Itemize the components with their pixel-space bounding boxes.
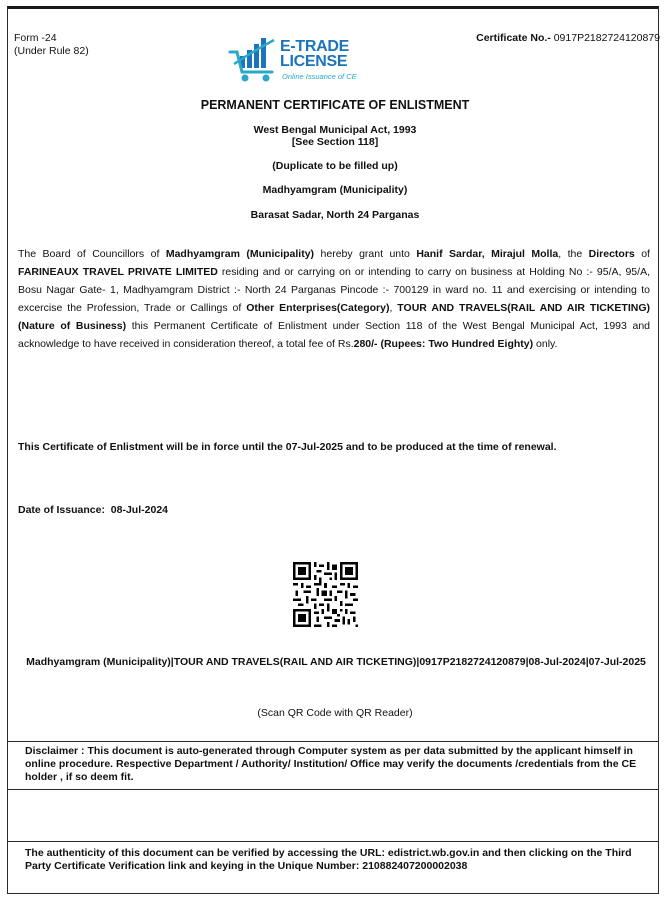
logo-line-1: E-TRADE bbox=[280, 38, 350, 55]
body-text-6: , bbox=[389, 302, 398, 314]
cert-no-value: 0917P2182724120879 bbox=[553, 32, 660, 44]
logo-tagline: Online Issuance of CE bbox=[282, 72, 357, 81]
form-number bbox=[14, 32, 89, 58]
body-role: Directors bbox=[588, 248, 635, 260]
form-no-text: Form -24 bbox=[14, 32, 57, 44]
blank-section bbox=[7, 789, 659, 841]
body-fee: 280/- (Rupees: Two Hundred Eighty) bbox=[353, 338, 534, 350]
duplicate-note: (Duplicate to be filled up) bbox=[272, 160, 398, 172]
etrade-license-logo bbox=[228, 34, 368, 86]
municipality-name: Madhyamgram (Municipality) bbox=[262, 184, 408, 196]
body-nature: TOUR AND TRAVELS(RAIL AND AIR TICKETING)(Nature of Business) bbox=[18, 302, 650, 332]
act-section: [See Section 118] bbox=[291, 136, 379, 148]
act-name: West Bengal Municipal Act, 1993 bbox=[253, 124, 417, 136]
body-company: FARINEAUX TRAVEL PRIVATE LIMITED bbox=[18, 266, 218, 278]
rule-text: (Under Rule 82) bbox=[14, 45, 89, 57]
certificate-body bbox=[18, 245, 650, 353]
issuance-value: 08-Jul-2024 bbox=[110, 504, 168, 516]
body-text-5: residing and or carrying on or intending to carry on business at Holding No :- 95/A, 95/A, Bosu Nagar Gate- 1, Madhyamgram District :- North 24 Parganas Pincode :- 700129 in ward no. 11 and exercising or intending to excercise the Profession, Trade or Callings of bbox=[18, 266, 650, 314]
body-text-8: only. bbox=[533, 338, 558, 350]
body-category: Other Enterprises(Category) bbox=[246, 302, 390, 314]
body-text-3: , the bbox=[558, 248, 589, 260]
body-text-7: this Permanent Certificate of Enlistment under Section 118 of the West Bengal Municipal Act, 1993 and acknowledge to have received in consideration thereof, a total fee of Rs. bbox=[18, 320, 650, 350]
body-text-4: of bbox=[634, 248, 650, 260]
cert-no-label: Certificate No.- bbox=[476, 32, 551, 44]
body-text-2: hereby grant unto bbox=[314, 248, 417, 260]
cart-chart-icon bbox=[228, 34, 280, 84]
qr-scan-note: (Scan QR Code with QR Reader) bbox=[257, 707, 413, 719]
authenticity-note: The authenticity of this document can be verified by accessing the URL: edistrict.wb.gov.in and then clicking on the Third Party Certificate Verification link and keying in the Unique Number: 210882407200002038 bbox=[7, 841, 659, 894]
issuance-date bbox=[18, 504, 168, 516]
issuance-label: Date of Issuance: bbox=[18, 504, 105, 516]
body-holders: Hanif Sardar, Mirajul Molla bbox=[416, 248, 559, 260]
body-text-1: The Board of Councillors of bbox=[18, 248, 166, 260]
act-reference bbox=[0, 124, 670, 148]
disclaimer-box: Disclaimer : This document is auto-generated through Computer system as per data submitted by the applicant himself in online procedure. Respective Department / Authority/ Institution/ Office may verify the documents /credentials from the CE holder , if so deem fit. bbox=[7, 741, 659, 789]
district-name: Barasat Sadar, North 24 Parganas bbox=[250, 209, 420, 221]
body-municipality: Madhyamgram (Municipality) bbox=[165, 248, 315, 260]
validity-statement: This Certificate of Enlistment will be in force until the 07-Jul-2025 and to be produced at the time of renewal. bbox=[18, 441, 557, 453]
qr-code bbox=[293, 562, 358, 627]
certificate-title: PERMANENT CERTIFICATE OF ENLISTMENT bbox=[200, 98, 470, 112]
qr-data-line: Madhyamgram (Municipality)|TOUR AND TRAVELS(RAIL AND AIR TICKETING)|0917P2182724120879|08-Jul-2024|07-Jul-2025 bbox=[26, 656, 646, 668]
logo-line-2: LICENSE bbox=[280, 53, 348, 70]
certificate-number bbox=[476, 32, 660, 44]
